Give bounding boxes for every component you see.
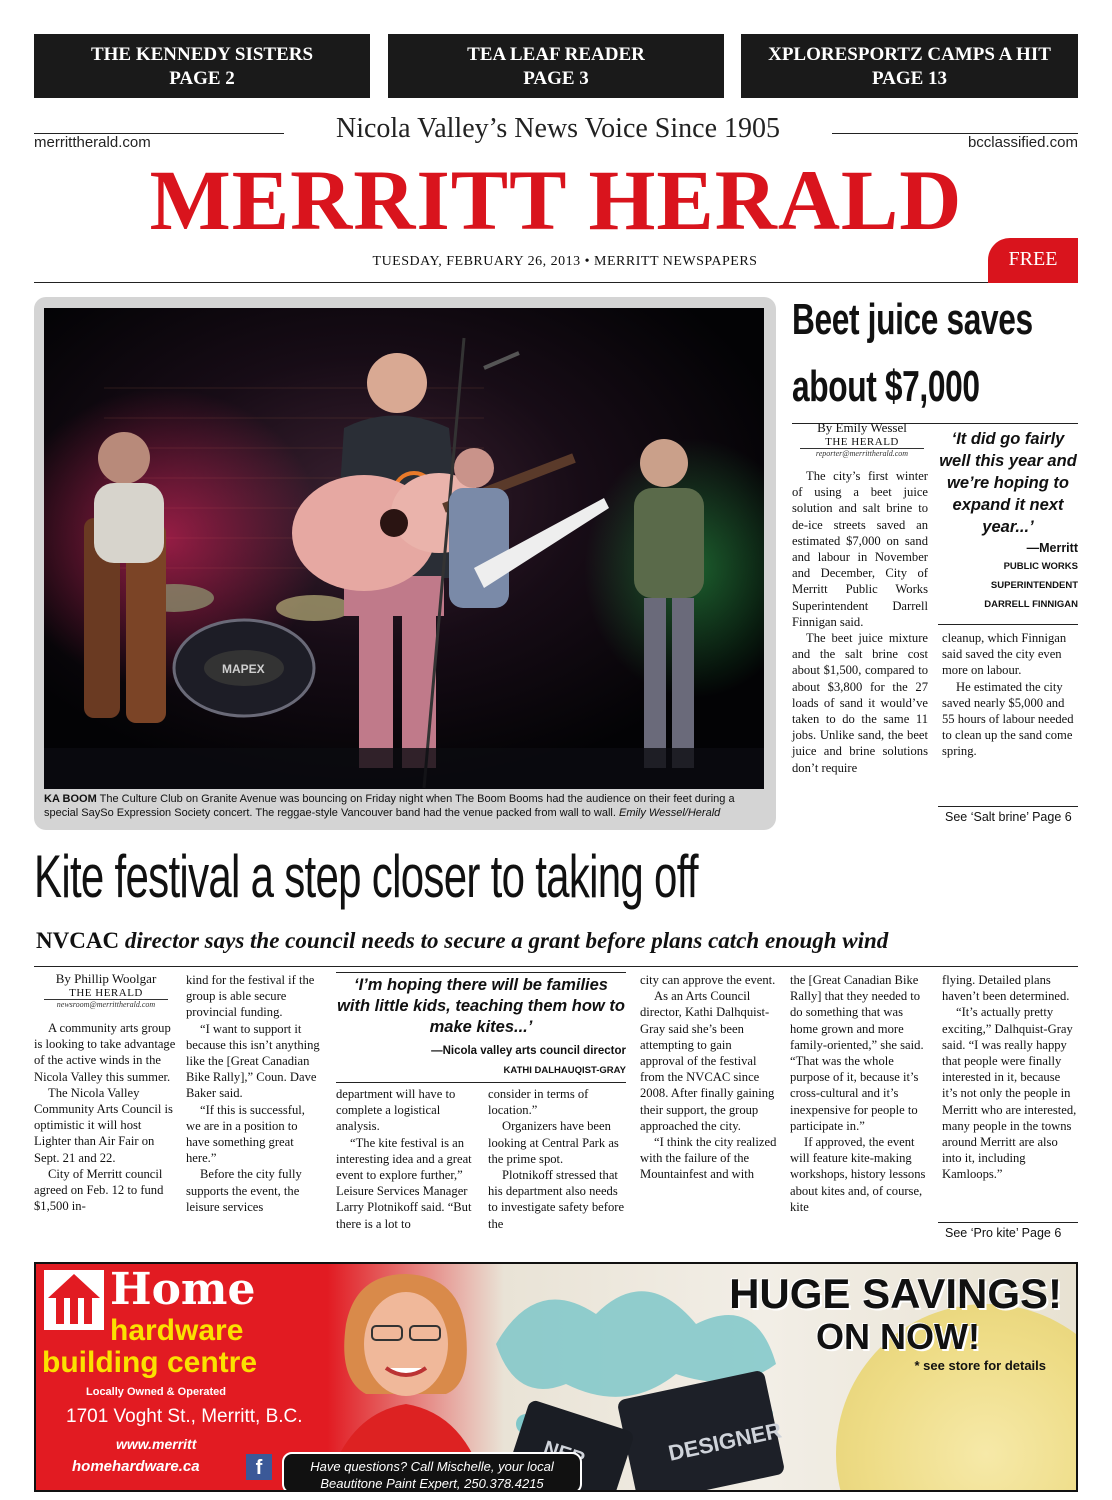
promo-box-tea-leaf[interactable]	[388, 34, 724, 98]
newspaper-title: MERRITT HERALD	[149, 152, 963, 248]
paragraph: A community arts group is looking to take advantage of the active winds in the Nicola Valley this summer.	[34, 1021, 176, 1084]
paragraph: cleanup, which Finnigan said saved the city even more on labour.	[942, 631, 1067, 678]
kite-pull-quote: ‘I’m hoping there will be families with little kids, teaching them how to make kites...’	[337, 976, 625, 1036]
paragraph: “I think the city realized with the failure of the Mountainfest and with	[640, 1135, 777, 1182]
house-icon	[44, 1270, 104, 1330]
beet-quote-attribution-3: SUPERINTENDENT	[990, 580, 1078, 591]
promo-page: PAGE 13	[871, 68, 948, 89]
byline-email[interactable]: reporter@merrittherald.com	[815, 449, 909, 458]
paragraph: “If this is successful, we are in a position to have something great here.”	[186, 1102, 305, 1166]
paragraph: department will have to complete a logistical analysis.	[336, 1087, 456, 1134]
paragraph: Before the city fully supports the event, the leisure services	[186, 1167, 302, 1214]
paragraph: If approved, the event will feature kite-making workshops, history lessons about kites and, of course, kite	[790, 1135, 926, 1214]
beet-headline-line1[interactable]: Beet juice saves	[792, 295, 1033, 344]
promo-title: XPLORESPORTZ CAMPS A HIT	[768, 44, 1051, 65]
beet-jump-rule	[938, 806, 1078, 807]
paragraph: flying. Detailed plans haven’t been determined.	[942, 973, 1070, 1004]
promo-page: PAGE 3	[523, 68, 589, 89]
kite-jump-rule	[938, 1222, 1078, 1223]
ad-web-1[interactable]: www.merritt	[116, 1436, 197, 1452]
beet-quote-attribution-4: DARRELL FINNIGAN	[984, 599, 1078, 610]
tagline: Nicola Valley’s News Voice Since 1905	[335, 113, 781, 144]
ad-disclaimer: * see store for details	[914, 1358, 1046, 1373]
caption-label: KA BOOM	[44, 793, 97, 805]
caption-text: The Culture Club on Granite Avenue was bouncing on Friday night when The Boom Booms had the audience on their feet during a special SaySo Expression Society concert. The reggae-style Vancouver band had the venue packed from wall to wall.	[44, 793, 735, 819]
kite-deck-rule	[34, 966, 1078, 967]
beet-byline	[792, 420, 932, 458]
paint-can-label-1: DESIGNER	[666, 1417, 784, 1466]
kite-headline[interactable]: Kite festival a step closer to taking off	[34, 843, 698, 910]
byline-email[interactable]: newsroom@merrittherald.com	[56, 1000, 156, 1009]
kite-quote-rule-top	[336, 972, 626, 973]
promo-title: TEA LEAF READER	[467, 44, 645, 65]
paragraph: “The kite festival is an interesting idea and a great event to explore further,” Leisure Services Manager Larry Plotnikoff said. “But there is a lot to	[336, 1135, 472, 1231]
ad-headline-2: ON NOW!	[816, 1316, 980, 1357]
kite-byline	[36, 971, 176, 1009]
paragraph: “It’s actually pretty exciting,” Dalhquist-Gray said. “I was really happy that people were finally interested in it, because it’s not only the people in Merritt who are interested, many people in the towns around Merritt are also into it, including Kamloops.”	[942, 1005, 1077, 1182]
promo-box-kennedy[interactable]	[34, 34, 370, 98]
ad-brand-hardware: hardware	[110, 1314, 244, 1347]
facebook-icon[interactable]: f	[246, 1454, 272, 1480]
photo-frame	[34, 297, 776, 830]
beet-column-2	[942, 630, 1076, 760]
kite-deck-rest: director says the council needs to secure a grant before plans catch enough wind	[119, 928, 889, 953]
kite-column-5	[640, 972, 778, 1183]
beet-column-1	[792, 468, 928, 776]
masthead-bottom-rule	[34, 282, 988, 283]
kite-column-1	[34, 1020, 176, 1214]
ad-callout-line-2: Beautitone Paint Expert, 250.378.4215	[320, 1476, 544, 1491]
ad-callout-line-1: Have questions? Call Mischelle, your local	[310, 1459, 554, 1474]
ad-brand-home: Home	[110, 1264, 256, 1315]
paragraph: He estimated the city saved nearly $5,000 and 55 hours of labour needed to clean up the sand come spring.	[942, 679, 1074, 759]
byline-org: THE HERALD	[44, 987, 168, 1000]
ad-address: 1701 Voght St., Merritt, B.C.	[66, 1406, 303, 1427]
drum-logo: MAPEX	[222, 662, 265, 676]
kite-quote-attribution-2: KATHI DALHAUQIST-GRAY	[503, 1065, 626, 1076]
paragraph: city can approve the event.	[640, 973, 776, 987]
promo-box-xploresportz[interactable]	[741, 34, 1078, 98]
paragraph: City of Merritt council agreed on Feb. 12 to fund $1,500 in-	[34, 1166, 164, 1214]
kite-column-6	[790, 972, 930, 1215]
beet-quote-rule	[938, 624, 1078, 625]
promo-title: THE KENNEDY SISTERS	[90, 44, 314, 65]
kite-deck-lead: NVCAC	[36, 928, 120, 953]
dateline: TUESDAY, FEBRUARY 26, 2013 • MERRITT NEWSPAPERS	[372, 254, 758, 269]
paragraph: The Nicola Valley Community Arts Council is optimistic it will host Lighter than Air Fair on Sept. 21 and 22.	[34, 1085, 173, 1165]
kite-jump-link[interactable]: See ‘Pro kite’ Page 6	[945, 1226, 1062, 1240]
beet-jump-link[interactable]: See ‘Salt brine’ Page 6	[945, 810, 1072, 824]
beet-quote-attribution-1: —Merritt	[1026, 541, 1078, 555]
classified-link[interactable]: bcclassified.com	[967, 134, 1078, 151]
ad-callout	[282, 1452, 582, 1492]
kite-deck	[36, 928, 888, 954]
paragraph: The beet juice mixture and the salt brine cost about $1,500, compared to about $3,800 for the 27 loads of sand it would’ve taken to do the same 11 jobs. Unlike sand, the beet juice and brine solutions don’t require	[792, 631, 928, 775]
kite-column-2	[186, 972, 322, 1215]
kite-column-3	[336, 1086, 476, 1232]
kite-column-7	[942, 972, 1078, 1183]
paragraph: Organizers have been looking at Central Park as the prime spot.	[488, 1119, 619, 1166]
ad-web-2[interactable]: homehardware.ca	[72, 1458, 200, 1475]
home-hardware-logo-icon	[44, 1270, 104, 1330]
byline-name: By Phillip Woolgar	[55, 971, 157, 986]
paragraph: consider in terms of location.”	[488, 1087, 589, 1118]
paragraph: kind for the festival if the group is able secure provincial funding.	[186, 973, 315, 1020]
paragraph: The city’s first winter of using a beet juice solution and salt brine to de-ice streets saved an estimated $7,000 on sand and labour in November and December, City of Merritt Public Works Superintendent Darrell Finnigan said.	[792, 469, 928, 629]
ad-tagline: Locally Owned & Operated	[86, 1386, 226, 1398]
home-hardware-ad[interactable]	[34, 1262, 1078, 1492]
concert-photo	[44, 308, 764, 789]
kite-quote-rule-bottom	[336, 1082, 626, 1083]
ad-brand-building-centre: building centre	[42, 1346, 258, 1379]
byline-org: THE HERALD	[800, 436, 924, 449]
paragraph: As an Arts Council director, Kathi Dalhquist-Gray said she’s been attempting to gain approval of the festival from the NVCAC since 2008. After finally gaining their support, the group approached the city.	[640, 989, 775, 1133]
website-link[interactable]: merrittherald.com	[34, 134, 151, 151]
ad-headline-1: HUGE SAVINGS!	[729, 1270, 1062, 1317]
byline-name: By Emily Wessel	[817, 420, 907, 435]
beet-pull-quote: ‘It did go fairly well this year and we’re hoping to expand it next year...’	[939, 430, 1077, 536]
concert-photo-illustration	[44, 308, 764, 789]
beet-headline-line2[interactable]: about $7,000	[792, 362, 980, 411]
paragraph: “I want to support it because this isn’t anything like the [Great Canadian Bike Rally],” Coun. Dave Baker said.	[186, 1021, 320, 1101]
photo-credit: Emily Wessel/Herald	[618, 807, 721, 819]
paragraph: the [Great Canadian Bike Rally] that they needed to do something that was home grown and more family-oriented,” she said. “That was the whole purpose of it, because it’s cross-cultural and it’s inexpensive for people to participate in.”	[790, 973, 924, 1133]
paragraph: Plotnikoff stressed that his department also needs to investigate safety before the	[488, 1168, 625, 1231]
beet-quote-attribution-2: PUBLIC WORKS	[1003, 561, 1078, 572]
kite-column-4	[488, 1086, 626, 1232]
kite-quote-attribution-1: —Nicola valley arts council director	[431, 1045, 626, 1057]
free-badge: FREE	[988, 238, 1078, 283]
photo-caption	[44, 792, 764, 820]
promo-page: PAGE 2	[169, 68, 235, 89]
